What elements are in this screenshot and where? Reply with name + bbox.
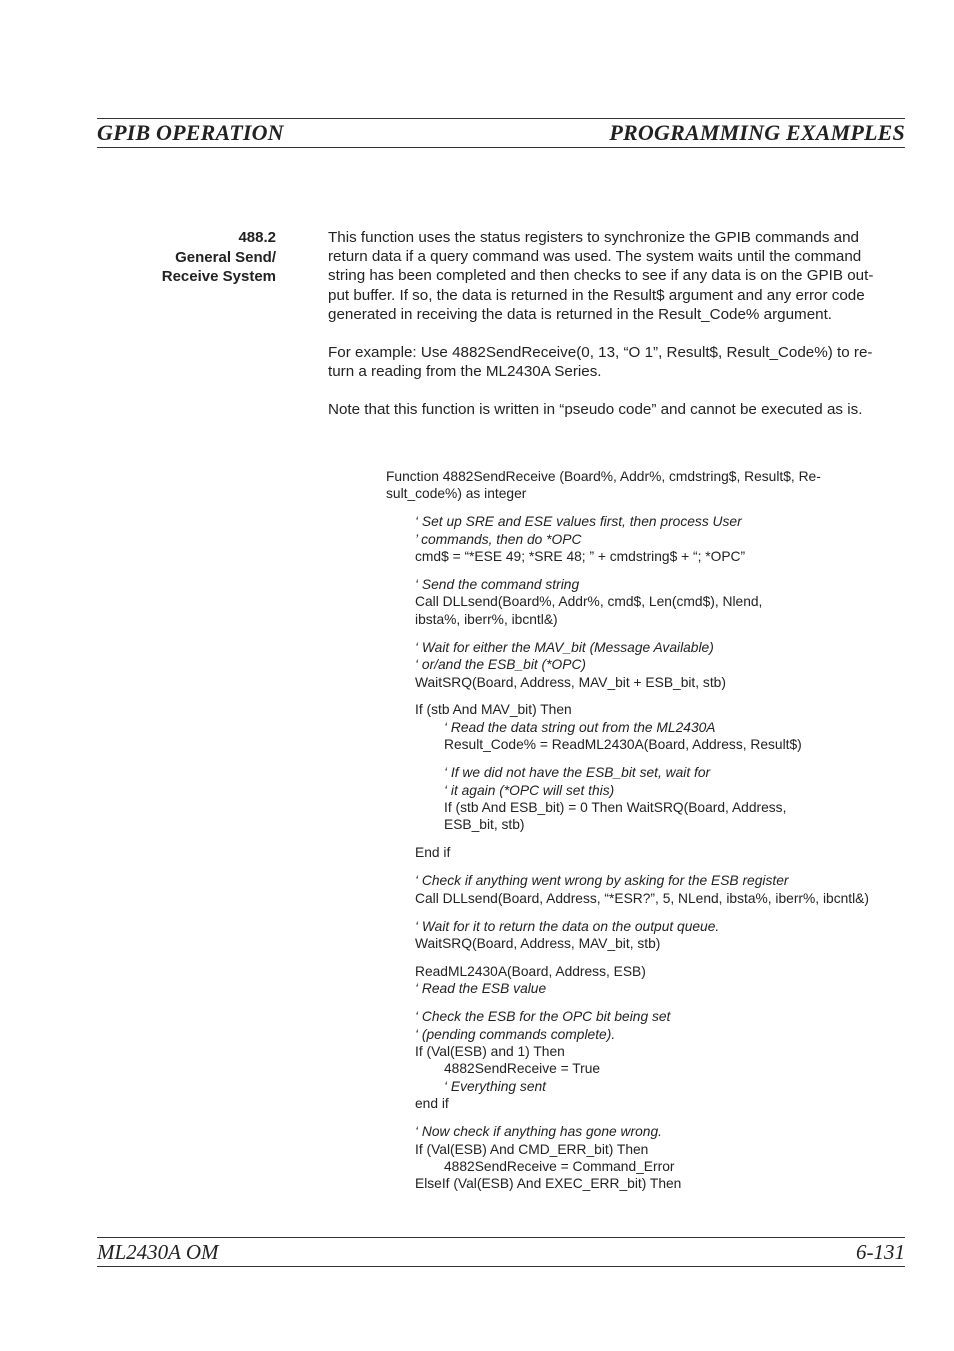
- code-line: 4882SendReceive = Command_Error: [444, 1158, 675, 1174]
- text-line: This function uses the status registers to synchronize the GPIB commands and: [328, 229, 859, 246]
- code-line: ibsta%, iberr%, ibcntl&): [415, 611, 558, 627]
- code-comment-line: ‘ Set up SRE and ESE values first, then process User: [415, 514, 742, 530]
- section-title: GPIB OPERATION: [97, 120, 284, 145]
- sidebar-number: 488.2: [238, 229, 276, 246]
- page-number: 6-131: [856, 1240, 905, 1264]
- code-line: sult_code%) as integer: [386, 486, 527, 502]
- code-line: ElseIf (Val(ESB) And EXEC_ERR_bit) Then: [415, 1176, 682, 1192]
- code-comment-line: ‘ Now check if anything has gone wrong.: [415, 1124, 662, 1140]
- code-line: end if: [415, 1096, 449, 1112]
- code-comment-line: ‘ Wait for it to return the data on the output queue.: [415, 918, 720, 934]
- text-line: return data if a query command was used. The system waits until the command: [328, 248, 862, 266]
- code-line: End if: [415, 845, 451, 861]
- code-line: If (Val(ESB) and 1) Then: [415, 1043, 565, 1059]
- code-line: ReadML2430A(Board, Address, ESB): [415, 963, 646, 979]
- code-comment-line: ‘ Send the command string: [415, 577, 580, 593]
- text-line: turn a reading from the ML2430A Series.: [328, 363, 602, 381]
- code-line: Call DLLsend(Board%, Addr%, cmd$, Len(cmd$), Nlend,: [415, 594, 763, 610]
- code-line: WaitSRQ(Board, Address, MAV_bit, stb): [415, 935, 661, 951]
- code-comment-line: ‘ it again (*OPC will set this): [444, 782, 615, 798]
- sidebar-heading: [120, 228, 276, 287]
- code-line: If (stb And MAV_bit) Then: [415, 702, 572, 718]
- text-line: generated in receiving the data is returned in the Result_Code% argument.: [328, 305, 833, 323]
- code-comment-line: ‘ If we did not have the ESB_bit set, wait for: [444, 765, 711, 781]
- code-comment-line: ‘ Read the ESB value: [415, 981, 547, 997]
- code-line: ESB_bit, stb): [444, 817, 525, 833]
- text-line: For example: Use 4882SendReceive(0, 13, “O 1”, Result$, Result_Code%) to re-: [328, 344, 873, 362]
- paragraph-description: [328, 228, 906, 324]
- code-comment-line: ‘ Wait for either the MAV_bit (Message Available): [415, 639, 714, 655]
- text-line: string has been completed and then checks to see if any data is on the GPIB out-: [328, 267, 874, 285]
- body-text: [328, 228, 906, 420]
- page-footer: [97, 1237, 905, 1267]
- code-line: cmd$ = “*ESE 49; *SRE 48; ” + cmdstring$ + “; *OPC”: [415, 549, 746, 565]
- page-header: [97, 118, 905, 148]
- code-line: If (Val(ESB) And CMD_ERR_bit) Then: [415, 1141, 649, 1157]
- sidebar-title-line2: Receive System: [161, 268, 276, 285]
- code-line: If (stb And ESB_bit) = 0 Then WaitSRQ(Board, Address,: [444, 800, 787, 815]
- code-comment-line: ‘ Everything sent: [444, 1078, 546, 1094]
- sidebar-title-line1: General Send/: [175, 248, 276, 266]
- text-line: put buffer. If so, the data is returned in the Result$ argument and any error code: [328, 286, 865, 304]
- code-comment-line: ’ commands, then do *OPC: [415, 531, 582, 547]
- code-comment-line: ‘ Read the data string out from the ML2430A: [444, 719, 716, 735]
- manual-name: ML2430A OM: [97, 1240, 219, 1264]
- paragraph-note: Note that this function is written in “pseudo code” and cannot be executed as is.: [328, 401, 863, 419]
- code-line: Result_Code% = ReadML2430A(Board, Address, Result$): [444, 737, 802, 753]
- code-listing: [386, 468, 906, 1193]
- paragraph-example: [328, 343, 906, 381]
- chapter-title: PROGRAMMING EXAMPLES: [609, 120, 905, 145]
- code-line: 4882SendReceive = True: [444, 1061, 601, 1077]
- code-comment-line: ‘ or/and the ESB_bit (*OPC): [415, 657, 587, 673]
- code-comment-line: ‘ Check the ESB for the OPC bit being set: [415, 1009, 671, 1025]
- code-line: WaitSRQ(Board, Address, MAV_bit + ESB_bit, stb): [415, 674, 726, 690]
- code-line: Function 4882SendReceive (Board%, Addr%, cmdstring$, Result$, Re-: [386, 469, 821, 484]
- code-comment-line: ‘ (pending commands complete).: [415, 1026, 616, 1042]
- code-comment-line: ‘ Check if anything went wrong by asking for the ESB register: [415, 873, 789, 889]
- code-line: Call DLLsend(Board, Address, “*ESR?”, 5, NLend, ibsta%, iberr%, ibcntl&): [415, 890, 869, 906]
